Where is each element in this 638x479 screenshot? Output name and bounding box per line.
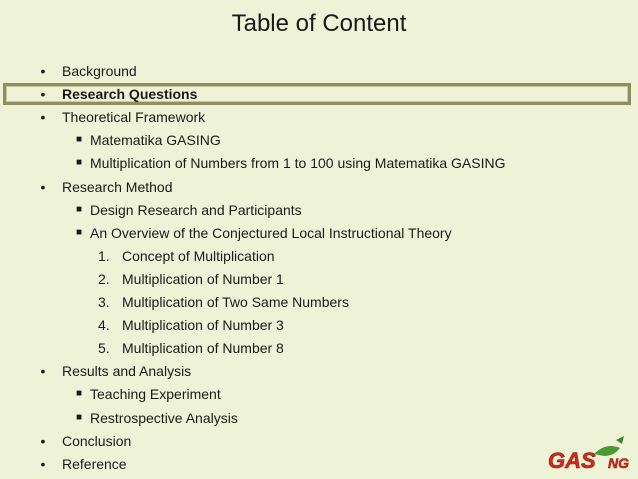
toc-item-label: Research Questions — [62, 86, 198, 103]
bullet-icon: • — [40, 86, 46, 103]
toc-item-label: Theoretical Framework — [62, 109, 206, 126]
bullet-icon: • — [40, 63, 46, 79]
toc-item-label: Conclusion — [62, 432, 132, 449]
toc-item-label: Multiplication of Number 8 — [122, 340, 284, 357]
toc-item-label: Design Research and Participants — [90, 201, 302, 218]
toc-item-label: Research Method — [62, 178, 173, 195]
bullet-icon: • — [40, 109, 46, 126]
bullet-icon: • — [40, 363, 46, 380]
bullet-icon: ■ — [75, 411, 83, 423]
bullet-icon: ■ — [75, 226, 83, 238]
svg-text:NG: NG — [608, 455, 629, 471]
toc-item-number: 2. — [98, 270, 110, 287]
toc-item-number: 1. — [98, 247, 110, 264]
toc-item-label: Reference — [62, 455, 127, 472]
bullet-icon: ■ — [75, 134, 83, 146]
bullet-icon: ■ — [75, 203, 83, 215]
toc-item-label: Concept of Multiplication — [122, 247, 275, 264]
toc-item-label: Restrospective Analysis — [90, 409, 238, 426]
gasing-logo-icon — [546, 434, 632, 474]
toc-item-label: Matematika GASING — [90, 132, 221, 149]
toc-item-label: Multiplication of Number 3 — [122, 317, 284, 334]
bullet-icon: ■ — [75, 157, 83, 169]
toc-item-number: 4. — [98, 317, 110, 334]
slide-title: Table of Content — [231, 10, 407, 37]
bullet-icon: ■ — [75, 388, 83, 400]
toc-item-number: 3. — [98, 294, 110, 310]
bullet-icon: • — [40, 178, 46, 195]
toc-item-label: Background — [62, 63, 137, 79]
toc-item-label: Teaching Experiment — [90, 386, 221, 403]
toc-item-label: An Overview of the Conjectured Local Instructional Theory — [90, 224, 452, 241]
toc-item-label: Multiplication of Numbers from 1 to 100 using Matematika GASING — [90, 155, 506, 172]
toc-item-number: 5. — [98, 340, 110, 357]
bullet-icon: • — [40, 432, 46, 449]
toc-item-label: Multiplication of Number 1 — [122, 270, 284, 287]
svg-text:GAS: GAS — [548, 448, 596, 473]
bullet-icon: • — [40, 455, 46, 472]
toc-item-label: Results and Analysis — [62, 363, 192, 380]
toc-item-label: Multiplication of Two Same Numbers — [122, 294, 349, 310]
